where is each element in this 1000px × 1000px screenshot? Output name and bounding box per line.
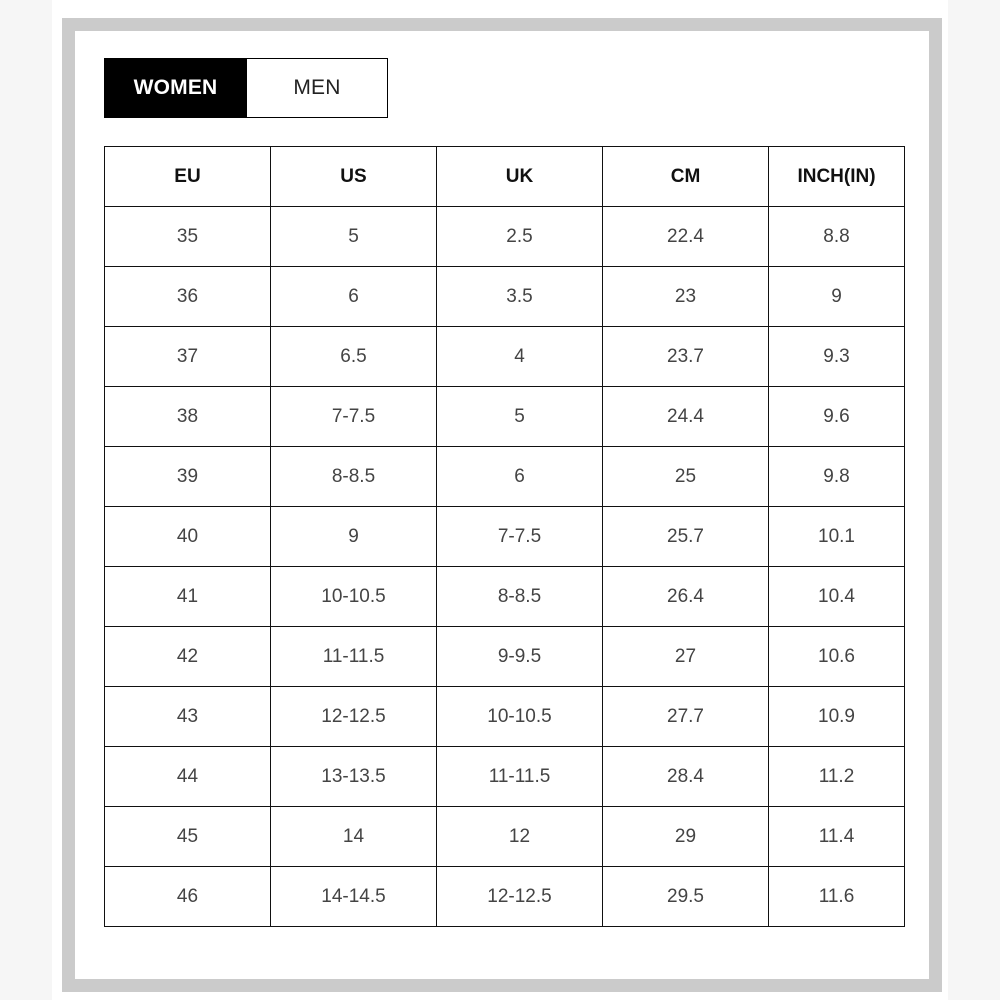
table-cell-uk: 6 bbox=[437, 447, 603, 507]
table-row bbox=[105, 447, 905, 507]
table-cell-eu: 35 bbox=[105, 207, 271, 267]
table-cell-us: 12-12.5 bbox=[271, 687, 437, 747]
table-cell-uk: 5 bbox=[437, 387, 603, 447]
table-cell-eu: 39 bbox=[105, 447, 271, 507]
table-cell-cm: 23 bbox=[603, 267, 769, 327]
table-cell-inch: 10.4 bbox=[769, 567, 905, 627]
table-cell-inch: 10.1 bbox=[769, 507, 905, 567]
tab-women[interactable]: WOMEN bbox=[105, 59, 246, 117]
table-cell-us: 7-7.5 bbox=[271, 387, 437, 447]
table-cell-eu: 43 bbox=[105, 687, 271, 747]
size-conversion-table bbox=[104, 146, 905, 927]
table-cell-cm: 27.7 bbox=[603, 687, 769, 747]
table-cell-us: 14 bbox=[271, 807, 437, 867]
table-cell-uk: 12-12.5 bbox=[437, 867, 603, 927]
table-cell-us: 14-14.5 bbox=[271, 867, 437, 927]
column-header-us: US bbox=[271, 147, 437, 207]
table-row bbox=[105, 387, 905, 447]
table-cell-us: 6.5 bbox=[271, 327, 437, 387]
table-cell-uk: 10-10.5 bbox=[437, 687, 603, 747]
table-row bbox=[105, 507, 905, 567]
table-cell-us: 11-11.5 bbox=[271, 627, 437, 687]
table-cell-uk: 9-9.5 bbox=[437, 627, 603, 687]
table-row bbox=[105, 747, 905, 807]
table-cell-uk: 3.5 bbox=[437, 267, 603, 327]
table-cell-eu: 42 bbox=[105, 627, 271, 687]
table-cell-eu: 46 bbox=[105, 867, 271, 927]
table-cell-cm: 29 bbox=[603, 807, 769, 867]
table-cell-inch: 8.8 bbox=[769, 207, 905, 267]
table-cell-eu: 44 bbox=[105, 747, 271, 807]
table-cell-us: 13-13.5 bbox=[271, 747, 437, 807]
table-cell-inch: 9 bbox=[769, 267, 905, 327]
table-row bbox=[105, 327, 905, 387]
table-cell-cm: 25 bbox=[603, 447, 769, 507]
table-cell-cm: 29.5 bbox=[603, 867, 769, 927]
table-cell-eu: 45 bbox=[105, 807, 271, 867]
table-row bbox=[105, 867, 905, 927]
table-cell-inch: 11.2 bbox=[769, 747, 905, 807]
table-cell-us: 10-10.5 bbox=[271, 567, 437, 627]
table-cell-eu: 41 bbox=[105, 567, 271, 627]
table-cell-eu: 37 bbox=[105, 327, 271, 387]
table-row bbox=[105, 267, 905, 327]
tab-men[interactable]: MEN bbox=[246, 59, 387, 117]
table-cell-uk: 2.5 bbox=[437, 207, 603, 267]
gender-tab-bar bbox=[104, 58, 388, 118]
table-row bbox=[105, 567, 905, 627]
table-cell-inch: 9.8 bbox=[769, 447, 905, 507]
table-row bbox=[105, 207, 905, 267]
table-cell-inch: 10.9 bbox=[769, 687, 905, 747]
column-header-eu: EU bbox=[105, 147, 271, 207]
table-cell-uk: 11-11.5 bbox=[437, 747, 603, 807]
table-cell-us: 6 bbox=[271, 267, 437, 327]
table-row bbox=[105, 807, 905, 867]
table-cell-inch: 9.6 bbox=[769, 387, 905, 447]
column-header-inch: INCH(IN) bbox=[769, 147, 905, 207]
table-cell-cm: 27 bbox=[603, 627, 769, 687]
table-cell-uk: 8-8.5 bbox=[437, 567, 603, 627]
table-cell-cm: 25.7 bbox=[603, 507, 769, 567]
table-cell-uk: 7-7.5 bbox=[437, 507, 603, 567]
table-cell-inch: 9.3 bbox=[769, 327, 905, 387]
table-row bbox=[105, 687, 905, 747]
table-cell-cm: 28.4 bbox=[603, 747, 769, 807]
column-header-cm: CM bbox=[603, 147, 769, 207]
table-row bbox=[105, 627, 905, 687]
table-cell-cm: 26.4 bbox=[603, 567, 769, 627]
table-cell-eu: 40 bbox=[105, 507, 271, 567]
table-cell-us: 8-8.5 bbox=[271, 447, 437, 507]
table-cell-cm: 22.4 bbox=[603, 207, 769, 267]
table-cell-cm: 23.7 bbox=[603, 327, 769, 387]
table-cell-uk: 4 bbox=[437, 327, 603, 387]
table-cell-us: 9 bbox=[271, 507, 437, 567]
column-header-uk: UK bbox=[437, 147, 603, 207]
table-cell-uk: 12 bbox=[437, 807, 603, 867]
table-cell-inch: 11.6 bbox=[769, 867, 905, 927]
table-cell-cm: 24.4 bbox=[603, 387, 769, 447]
table-body bbox=[105, 207, 905, 927]
table-cell-inch: 10.6 bbox=[769, 627, 905, 687]
table-cell-us: 5 bbox=[271, 207, 437, 267]
table-cell-eu: 38 bbox=[105, 387, 271, 447]
table-header-row bbox=[105, 147, 905, 207]
table-cell-eu: 36 bbox=[105, 267, 271, 327]
table-cell-inch: 11.4 bbox=[769, 807, 905, 867]
